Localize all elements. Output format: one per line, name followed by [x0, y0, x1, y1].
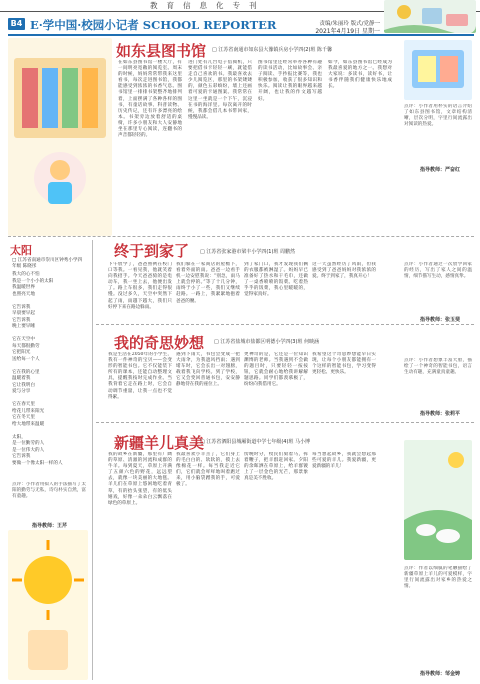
page-badge: B4 [8, 18, 25, 30]
article4-illustration [404, 440, 472, 560]
article4-comment: 点评：作者以细腻的笔触描绘了新疆草原上羊儿的可爱模样，字里行间流露出对家乡的热爱之情。 [404, 566, 472, 590]
article2-col3: 到了家门口，我才发现我们俩的衣服都被淋湿了。妈妈早已准备好了热水和干毛巾，还做了一桌香喷喷的饭菜。吃着热乎乎的饭菜，我心里暖暖的，觉得家真好。 [244, 262, 308, 298]
article3-col2: 遇到下雨天，书包会变成一把大雨伞，为我遮风挡雨；遇到堵车时，它会长出一对翅膀，载着我飞向学校。到了学校，它又会变回普通书包，安安静静地待在我的座位上。 [176, 352, 240, 388]
edition-label: 教育信息化专刊 [150, 1, 266, 10]
poem-title: 太阳 [10, 244, 32, 257]
article2-col4: 这一天虽然经历了风雨，但我感受到了爸爸妈妈对我浓浓的爱。终于到家了，我真开心！ [312, 262, 376, 280]
poem-line: 我温暖世界 [12, 285, 35, 290]
poem-line: 送给每一个人 [12, 356, 40, 362]
poem-line: 晚上要早睡 [12, 324, 35, 329]
date-line: 2021年4月19日 星期一 [315, 28, 380, 35]
article4-title: 新疆羊儿真美 [114, 434, 205, 452]
poem-line: 它告诉我 [12, 454, 31, 459]
poem-line: 也照亮天地 [12, 291, 35, 297]
article2-col2: 我们躲在一家商店的屋檐下，看着外面的雨。爸爸一边看手机一边安慰我说：“别急，雨马上就会停的。”等了十几分钟，雨终于小了一些，我们又继续赶路。一路上，我紧紧地抱着爸爸的腰。 [176, 262, 240, 304]
article4-col3: 傍晚时分，牧民们骑着马，挥着鞭子，把羊群赶回家。夕阳的余晖洒在草原上，给羊群镀上了一层金色的光芒，那景象真是美不胜收。 [244, 452, 308, 482]
divider-1 [8, 236, 474, 237]
article1-byline: □ 江苏省南通市如东县大豫镇兵房小学四(2)班 陈千馨 [212, 47, 332, 53]
poem-line: 是一位勤劳的人 [12, 441, 45, 446]
poem-illustration [8, 530, 88, 680]
poem-line: 早晨要早起 [12, 311, 35, 316]
article3-title: 我的奇思妙想 [114, 334, 205, 352]
header-illustration [384, 0, 476, 33]
poem-line: 它在天空中 [12, 337, 35, 342]
article4-col1: 我的故乡在新疆，那里有广阔的草原、清澈的河流和成群的牛羊。每到夏天，草原上开满了五颜六色的野花，远远望去，就像一块美丽的大地毯。羊儿们在草原上悠闲地吃着青草，有的抬头张望，有的低头嬉戏，好像一朵朵白云飘落在绿色的草原上。 [108, 452, 172, 506]
divider-poem [92, 240, 93, 680]
poem-byline: □ 江苏省南通市崇川区钟秀小学四年级 陈晓彤 [12, 258, 83, 269]
article1-teacher: 指导教师：严奋红 [420, 167, 461, 173]
article4-col2: 我最喜欢小羊羔了，它们身上的毛白白的、软软的，摸上去像棉花一样。每当我走近它们，它们就会咩咩地叫着跑过来，用小脑袋蹭我的手，可爱极了。 [176, 452, 240, 488]
poem-line: 温暖着我 [12, 376, 31, 381]
poem-line: 它在我的心里 [12, 369, 40, 375]
poem-line: 每天都很勤劳 [12, 343, 40, 349]
article3-teacher: 指导教师：张莉平 [420, 411, 461, 417]
article3-byline: □ 江苏省盐城市盐都区明德小学四(3)班 何映涵 [214, 339, 319, 345]
article2-teacher: 指导教师：张玉斐 [420, 317, 461, 323]
article1-col2: 进门处有几台电子借阅机，只要把借书卡轻轻一刷，就能借走自己喜欢的书。我最喜欢去少儿阅览区，那里的书架矮矮的，颜色五彩缤纷，墙上还画着可爱的卡通图案。我常常在这里一坐就是一个下午，沉浸在书的海洋里。每次离开的时候，我都会借几本书带回家，慢慢品读。 [188, 60, 252, 120]
poem-lines [12, 272, 86, 467]
article4-teacher: 指导教师：邹金铸 [420, 671, 461, 677]
article3-col4: 我希望这个奇思妙想能早日实现，让每个小朋友都能拥有一个这样的智能书包，学习变得更轻松、更快乐。 [312, 352, 376, 376]
article1-title: 如东县图书馆 [116, 42, 207, 60]
article1-side-illustration [404, 40, 472, 100]
poem-line: 它把阳光 [12, 350, 31, 355]
poem-line: 它告诉我 [12, 304, 31, 310]
poem-line: 它告诉我 [12, 317, 31, 323]
article3-col3: 更神奇的是，它还是一位知识渊博的老师。当我遇到不会做的题目时，只要轻轻一按按钮，它就会耐心地给我讲解解题思路。同学们都羡慕极了，纷纷向我借用它。 [244, 352, 308, 388]
article3-col1: 我是生活在2050年的小学生，我有一件神奇的宝贝——会变形的智能书包。它不仅能装下所有的课本，还能自动整理文具，提醒我按时完成作业。当我背着它走在路上时，它会自动调节重量，让我一点也不觉得累。 [108, 352, 172, 400]
poem-line: 要做一个像太阳一样的人 [12, 460, 63, 466]
article1-col1: 在如东县图书馆一楼大厅，有一间明亮宽敞的阅览室。周末的时候，妈妈常常带我来这里看书，每次走进图书馆，我都能感受到浓浓的书香气息。图书馆里一排排书架整齐地排列着，上面摆满了各种各样的图书，有童话故事、科普读物、历史传记，还有许多漂亮的绘本。书架旁边放着舒适的桌椅，许多小朋友和大人安静地坐在那里专心阅读，连翻书的声音都轻轻的。 [118, 60, 182, 139]
article2-title: 终于到家了 [114, 242, 190, 260]
article2-col1: 下午放学了，爸爸照例在校门口等我。一看见我，他就笑着向我招手。今天爸爸骑的是电动车，我一坐上去，他便出发了。路上车很多，我们走得很慢。没过多久，天空中突然下起了雨，雨越下越大，我们只好停下来在路边躲雨。 [108, 262, 172, 310]
article1-illustration [8, 38, 112, 236]
divider-2 [96, 324, 474, 325]
section-title: E·学中国·校园小记者 SCHOOL REPORTER [30, 18, 277, 32]
article1-col4: 如今，如东县图书馆已经成为我最喜爱的地方之一。我想对大家说：多读书，读好书，让书香伴随我们健康快乐地成长。 [328, 60, 392, 90]
poem-teacher: 指导教师：王芹 [32, 523, 68, 529]
poem-line: 它让我明白 [12, 382, 35, 388]
article2-comment: 点评：小作者通过一次放学回家的经历，写出了家人之间的温情，细节描写生动，感情真挚。 [404, 262, 472, 280]
article1-col3: 图书馆里还经常举办各种有趣的读书活动，比如故事会、亲子阅读、手抄报比赛等，我也积极参加，收获了很多知识和快乐。阅读让我的眼界越来越开阔，也让我的作文越写越好。 [258, 60, 322, 102]
poem-line: 给花儿带来阳光 [12, 408, 45, 414]
article3-comment: 点评：小作者想象丰富大胆，描绘了一个神奇的智能书包，语言生动有趣，充满童真童趣。 [404, 358, 472, 376]
article1-comment: 点评：小作者用朴实的语言介绍了如东县图书馆，文章结构清晰，层次分明，字里行间流露出对阅读的热爱。 [404, 104, 472, 128]
article2-byline: □ 江苏省张家港市梁丰小学四(1)班 周鹏然 [200, 249, 295, 255]
poem-line: 我是一个小小的太阳 [12, 278, 54, 284]
poem-line: 它在冬天里 [12, 415, 35, 420]
divider-3 [96, 422, 474, 423]
poem-line: 爱与分享 [12, 389, 31, 394]
poem-line: 给大地带来温暖 [12, 421, 45, 427]
poem-line: 是一位伟大的人 [12, 447, 45, 453]
poem-line: 它在春天里 [12, 402, 35, 407]
poem-line: 我大的心不怕 [12, 272, 40, 277]
poem-line: 太阳， [12, 434, 26, 440]
header-rule [8, 34, 474, 36]
article4-col4: 每当想起故乡，我就会想起那些可爱的羊儿。我爱新疆，更爱新疆的羊儿！ [312, 452, 376, 470]
poem-comment: 点评：小作者用拟人的手法描写了太阳的勤劳与无私，诗句朴实自然，富有童趣。 [12, 482, 86, 500]
editor-line: 责编/朱丽玲 版式/党静一 [319, 21, 380, 27]
article4-byline: □ 江苏省泗阳县城厢街道中学七年级(4)班 马小博 [200, 439, 310, 445]
